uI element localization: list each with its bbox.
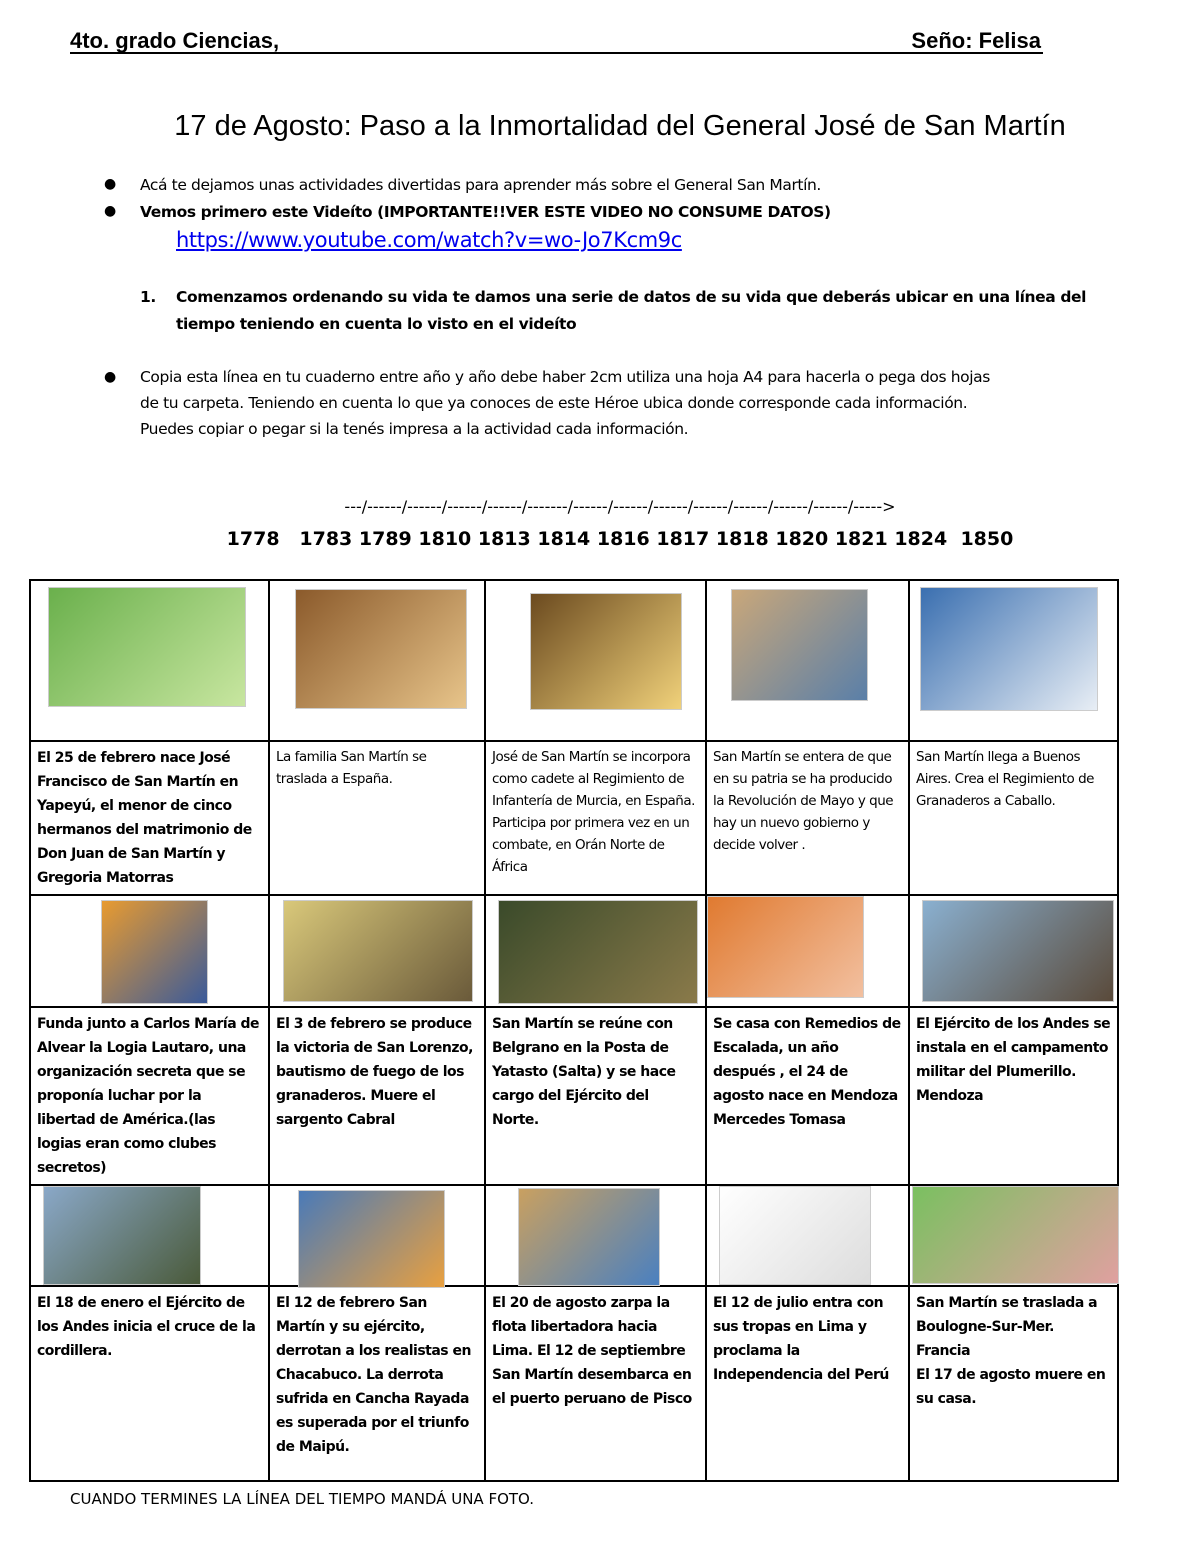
youtube-link[interactable]: https://www.youtube.com/watch?v=wo-Jo7Kcm9c [176,228,682,252]
image-cell [30,580,269,741]
event-text: San Martín llega a Buenos Aires. Crea el Regimiento de Granaderos a Caballo. [909,741,1118,895]
illustration-image [731,589,868,701]
illustration-image [101,900,208,1004]
bullet-text: de tu carpeta. Teniendo en cuenta lo que ya conoces de este Héroe ubica donde corresponde cada información. [140,394,968,412]
event-text: El Ejército de los Andes se instala en el campamento militar del Plumerillo. Mendoza [909,1007,1118,1185]
illustration-image [707,896,864,998]
event-text: El 3 de febrero se produce la victoria de San Lorenzo, bautismo de fuego de los granaderos. Muere el sargento Cabral [269,1007,485,1185]
illustration-image [922,900,1114,1002]
illustration-image [912,1186,1119,1284]
event-text: Se casa con Remedios de Escalada, un año después , el 24 de agosto nace en Mendoza Mercedes Tomasa [706,1007,909,1185]
event-text: El 20 de agosto zarpa la flota libertadora hacia Lima. El 12 de septiembre San Martín desembarca en el puerto peruano de Pisco [485,1286,706,1481]
step-1 [140,284,1086,338]
event-text: La familia San Martín se traslada a España. [269,741,485,895]
bullet-copy [104,364,990,442]
event-text: San Martín se traslada a Boulogne-Sur-Mer. Francia El 17 de agosto muere en su casa. [909,1286,1118,1481]
event-text: Funda junto a Carlos María de Alvear la Logia Lautaro, una organización secreta que se proponía luchar por la libertad de América.(las logias eran como clubes secretos) [30,1007,269,1185]
image-cell [909,580,1118,741]
events-table [29,579,1119,1482]
bullet-video [104,203,831,221]
illustration-image [920,587,1098,711]
step-number: 1. [140,288,156,306]
image-cell [706,895,909,1007]
illustration-image [43,1186,201,1285]
bullet-intro [104,176,821,194]
text-row [30,1286,1118,1481]
bullet-text: Acá te dejamos unas actividades divertidas para aprender más sobre el General San Martín. [140,176,821,194]
illustration-image [530,593,682,710]
step-text-2: tiempo teniendo en cuenta lo visto en el videíto [176,315,577,333]
illustration-image [719,1186,871,1285]
image-cell [706,580,909,741]
page-header [70,28,1043,54]
bullet-text: Copia esta línea en tu cuaderno entre año y año debe haber 2cm utiliza una hoja A4 para hacerla o pega dos hojas [140,368,990,386]
event-text: El 12 de febrero San Martín y su ejército, derrotan a los realistas en Chacabuco. La derrota sufrida en Cancha Rayada es superada por el triunfo de Maipú. [269,1286,485,1481]
event-text: San Martín se reúne con Belgrano en la Posta de Yatasto (Salta) y se hace cargo del Ejército del Norte. [485,1007,706,1185]
illustration-image [518,1188,660,1286]
image-cell [909,895,1118,1007]
image-cell [30,1185,269,1286]
step-text-1: Comenzamos ordenando su vida te damos una serie de datos de su vida que deberás ubicar en una línea del [176,288,1087,306]
image-cell [269,580,485,741]
illustration-image [498,900,698,1004]
page-title: 17 de Agosto: Paso a la Inmortalidad del General José de San Martín [174,110,1066,142]
bullet-text: Puedes copiar o pegar si la tenés impresa a la actividad cada información. [140,420,689,438]
text-row [30,1007,1118,1185]
bullet-icon: ● [104,203,116,219]
image-cell [30,895,269,1007]
event-text: El 18 de enero el Ejército de los Andes inicia el cruce de la cordillera. [30,1286,269,1481]
image-cell [706,1185,909,1286]
image-cell [485,1185,706,1286]
image-cell [485,580,706,741]
bullet-text: Vemos primero este Videíto (IMPORTANTE!!VER ESTE VIDEO NO CONSUME DATOS) [140,203,831,221]
event-text: El 12 de julio entra con sus tropas en Lima y proclama la Independencia del Perú [706,1286,909,1481]
image-row [30,1185,1118,1286]
illustration-image [283,900,473,1002]
bullet-icon: ● [104,176,116,192]
image-cell [485,895,706,1007]
footer-note: CUANDO TERMINES LA LÍNEA DEL TIEMPO MANDÁ UNA FOTO. [70,1490,535,1508]
header-grade: 4to. grado Ciencias, [70,28,280,53]
image-cell [269,895,485,1007]
illustration-image [298,1190,445,1288]
image-row [30,580,1118,741]
event-text: San Martín se entera de que en su patria se ha producido la Revolución de Mayo y que hay un nuevo gobierno y decide volver . [706,741,909,895]
event-text: El 25 de febrero nace José Francisco de San Martín en Yapeyú, el menor de cinco hermanos del matrimonio de Don Juan de San Martín y Gregoria Matorras [30,741,269,895]
timeline-years: 1778 1783 1789 1810 1813 1814 1816 1817 1818 1820 1821 1824 1850 [226,528,1014,550]
bullet-icon: ● [104,369,116,385]
event-text: José de San Martín se incorpora como cadete al Regimiento de Infantería de Murcia, en España. Participa por primera vez en un combate, en Orán Norte de África [485,741,706,895]
illustration-image [295,589,467,709]
header-teacher: Seño: Felisa [911,28,1041,53]
timeline-line: ---/------/------/------/------/-------/------/------/------/------/------/------/------/-----> [344,497,896,516]
text-row [30,741,1118,895]
image-row [30,895,1118,1007]
image-cell [269,1185,485,1286]
image-cell [909,1185,1118,1286]
illustration-image [48,587,246,707]
